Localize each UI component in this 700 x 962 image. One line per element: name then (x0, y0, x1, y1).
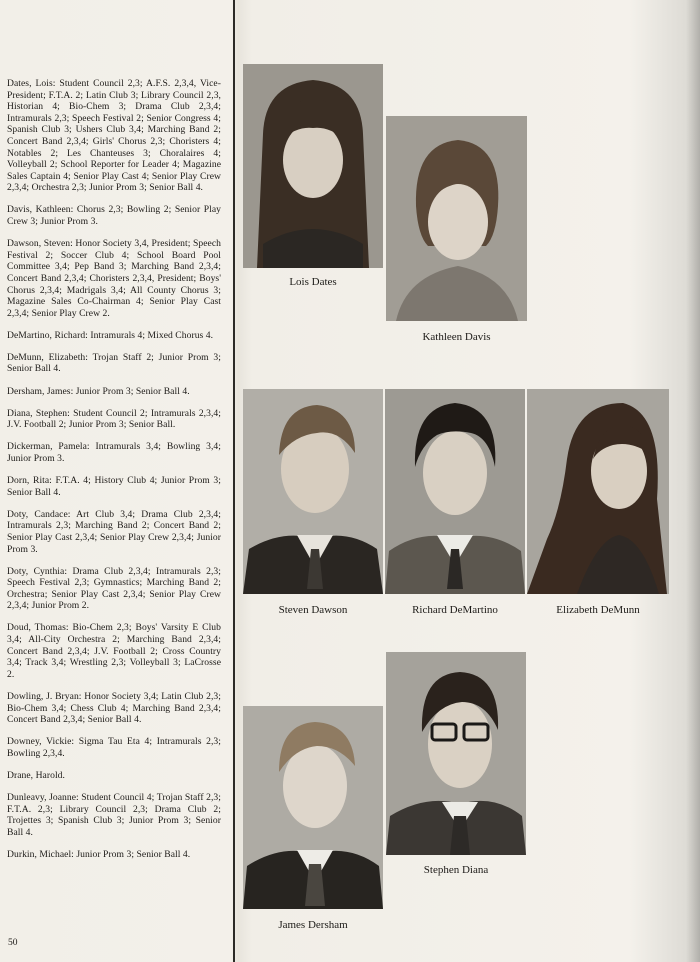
entry-richard-demartino: DeMartino, Richard: Intramurals 4; Mixed Chorus 4. (7, 329, 214, 341)
entry-candace-doty: Doty, Candace: Art Club 3,4; Drama Club 2,3,4; Intramurals 2,3; Marching Band 2; Concert Band 2; Senior Play Cast 2,3,4; Senior Play Crew 2,3,4; Junior Prom 3. (7, 508, 221, 555)
entry-elizabeth-demunn: DeMunn, Elizabeth: Trojan Staff 2; Junior Prom 3; Senior Ball 4. (7, 351, 221, 375)
caption-stephen-diana: Stephen Diana (423, 864, 489, 876)
caption-elizabeth-demunn: Elizabeth DeMunn (556, 604, 640, 616)
entry-stephen-diana: Diana, Stephen: Student Council 2; Intramurals 2,3,4; J.V. Football 2; Junior Prom 3; Senior Ball. (7, 407, 221, 431)
binding-shadow (686, 0, 700, 962)
entry-harold-drane: Drane, Harold. (7, 769, 65, 781)
entry-pamela-dickerman: Dickerman, Pamela: Intramurals 3,4; Bowling 3,4; Junior Prom 3. (7, 441, 221, 464)
entry-steven-dawson: Dawson, Steven: Honor Society 3,4, President; Speech Festival 2; Soccer Club 4; School Board Pool Committee 3,4; Pep Band 3; Marching Band 2,3,4; Concert Band 2,3,4; Choristers 2,3,4, President; Boys' Chorus 2,3,4; Madrigals 3,4; All County Chorus 3; Magazine Sales Co-Chairman 4; Senior Play Cast 2,3,4; Senior Play Crew 2. (7, 238, 221, 319)
portrait-james-dersham (243, 706, 383, 909)
caption-lois-dates: Lois Dates (289, 276, 337, 288)
portrait-stephen-diana (386, 652, 526, 855)
column-divider (233, 0, 235, 962)
page-number: 50 (8, 938, 18, 948)
caption-james-dersham: James Dersham (278, 919, 348, 931)
caption-kathleen-davis: Kathleen Davis (422, 331, 491, 343)
portrait-richard-demartino (385, 389, 525, 594)
entry-rita-dorn: Dorn, Rita: F.T.A. 4; History Club 4; Junior Prom 3; Senior Ball 4. (7, 475, 221, 498)
entry-thomas-doud: Doud, Thomas: Bio-Chem 2,3; Boys' Varsity E Club 3,4; All-City Orchestra 2; Marching Band 2,3,4; Concert Band 2,3,4; J.V. Football 2; Cross Country 3,4; Track 3,4; Wrestling 2,3; Volleyball 3; LaCrosse 2. (7, 622, 221, 680)
entry-lois-dates: Dates, Lois: Student Council 2,3; A.F.S. 2,3,4, Vice-President; F.T.A. 2; Latin Club 3; Library Council 2,3, Historian 4; Bio-Chem 3; Drama Club 2,3,4; Intramurals 2,3; Speech Festival 2; Senior Congress 4; Spanish Club 3; Ushers Club 3,4; Marching Band 2; Concert Band 2,3,4; Girls' Chorus 2,3; Choristers 4; Notables 2; Les Chanteuses 3; Choralaires 4; Volleyball 2; School Reporter for Leader 4; Magazine Sales Captain 4; Senior Play Cast 4; Senior Play Crew 2,3,4; Orchestra 2,3; Junior Prom 3; Senior Ball 4. (7, 78, 221, 194)
caption-richard-demartino: Richard DeMartino (412, 604, 498, 616)
portrait-kathleen-davis (386, 116, 527, 321)
entry-joanne-dunleavy: Dunleavy, Joanne: Student Council 4; Trojan Staff 2,3; F.T.A. 2,3; Library Council 2,3; Drama Club 2; Trojettes 3; Spanish Club 3; Junior Prom 3; Senior Ball 4. (7, 792, 221, 838)
entry-michael-durkin: Durkin, Michael: Junior Prom 3; Senior Ball 4. (7, 848, 191, 860)
entry-kathleen-davis: Davis, Kathleen: Chorus 2,3; Bowling 2; Senior Play Crew 3; Junior Prom 3. (7, 204, 221, 228)
entry-james-dersham: Dersham, James: Junior Prom 3; Senior Ball 4. (7, 385, 190, 397)
activity-list (7, 78, 221, 871)
portrait-lois-dates (243, 64, 383, 268)
portrait-elizabeth-demunn (527, 389, 669, 594)
entry-bryan-dowling: Dowling, J. Bryan: Honor Society 3,4; Latin Club 2,3; Bio-Chem 3,4; Chess Club 4; Marching Band 2,3,4; Concert Band 2,3,4; Senior Ball 4. (7, 690, 221, 726)
caption-steven-dawson: Steven Dawson (278, 604, 348, 616)
entry-vickie-downey: Downey, Vickie: Sigma Tau Eta 4; Intramurals 2,3; Bowling 2,3,4. (7, 736, 221, 759)
portrait-steven-dawson (243, 389, 383, 594)
entry-cynthia-doty: Doty, Cynthia: Drama Club 2,3,4; Intramurals 2,3; Speech Festival 2,3; Gymnastics; Marching Band 2; Orchestra; Senior Play Cast 2,3,4; Senior Play Crew 2,3,4; Junior Prom 2. (7, 565, 221, 612)
